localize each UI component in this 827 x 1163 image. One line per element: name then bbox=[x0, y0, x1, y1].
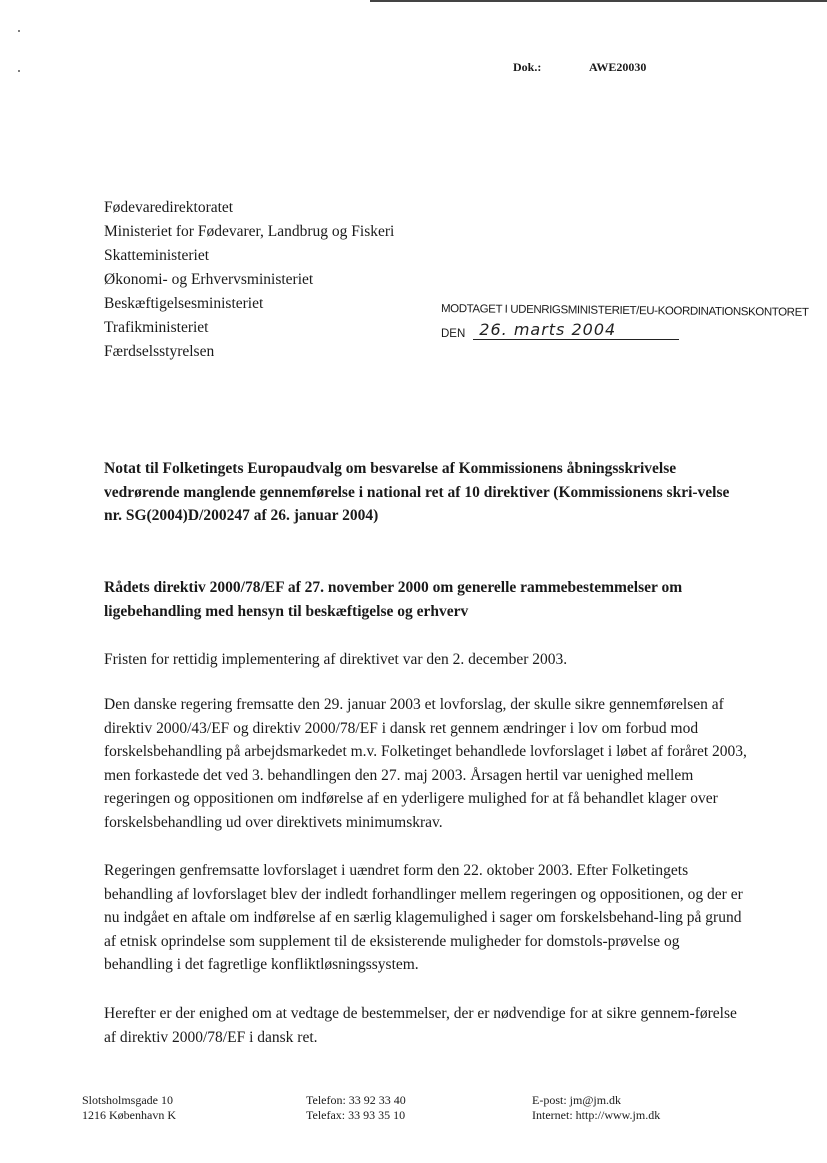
recipient-item: Trafikministeriet bbox=[104, 319, 209, 336]
stamp-date-label: DEN bbox=[441, 328, 466, 340]
recipient-item: Beskæftigelsesministeriet bbox=[104, 295, 264, 312]
received-stamp bbox=[440, 303, 809, 340]
footer-internet-line: Internet: http://www.jm.dk bbox=[532, 1108, 661, 1122]
recipient-item: Ministeriet for Fødevarer, Landbrug og Fiskeri bbox=[104, 223, 395, 240]
footer-address bbox=[82, 1093, 176, 1123]
document-title: Notat til Folketingets Europaudvalg om besvarelse af Kommissionens åbningsskrivelse vedrørende manglende gennemførelse i national ret af 10 direktiver (Kommissionens skri-velse nr. SG(2004)D/200247 af 26. januar 2004) bbox=[104, 460, 730, 524]
document-reference bbox=[513, 60, 646, 75]
stamp-date-row bbox=[441, 320, 781, 340]
recipient-list bbox=[104, 196, 394, 364]
dok-label: Dok.: bbox=[513, 60, 542, 74]
footer-contact bbox=[532, 1093, 660, 1123]
dok-value: AWE20030 bbox=[589, 60, 647, 74]
footer-phone bbox=[306, 1093, 406, 1123]
recipient-item: Færdselsstyrelsen bbox=[104, 343, 215, 360]
stamp-received-text: MODTAGET I UDENRIGSMINISTERIET/EU-KOORDINATIONSKONTORET bbox=[440, 303, 809, 319]
footer-address-line: Slotsholmsgade 10 bbox=[82, 1093, 174, 1107]
section-heading: Rådets direktiv 2000/78/EF af 27. november 2000 om generelle rammebestemmelser om ligebehandling med hensyn til beskæftigelse og erhverv bbox=[104, 579, 683, 620]
recipient-item: Skatteministeriet bbox=[104, 247, 210, 264]
body-paragraph: Herefter er der enighed om at vedtage de bestemmelser, der er nødvendige for at sikre gennem-førelse af direktiv 2000/78/EF i dansk ret. bbox=[104, 1005, 737, 1046]
footer-fax-line: Telefax: 33 93 35 10 bbox=[306, 1108, 406, 1122]
body-paragraph: Fristen for rettidig implementering af direktivet var den 2. december 2003. bbox=[104, 651, 568, 668]
footer-phone-line: Telefon: 33 92 33 40 bbox=[306, 1093, 406, 1107]
footer-address-line: 1216 København K bbox=[82, 1108, 176, 1122]
footer-email-line: E-post: jm@jm.dk bbox=[532, 1093, 622, 1107]
recipient-item: Fødevaredirektoratet bbox=[104, 199, 234, 216]
body-paragraph: Den danske regering fremsatte den 29. januar 2003 et lovforslag, der skulle sikre gennemførelsen af direktiv 2000/43/EF og direktiv 2000/78/EF i dansk ret gennem ændringer i lov om forbud mod forskelsbehandling på arbejdsmarkedet m.v. Folketinget behandlede lovforslaget i løbet af foråret 2003, men forkastede det ved 3. behandlingen den 27. maj 2003. Årsagen hertil var uenighed mellem regeringen og oppositionen om indførelse af en yderligere mulighed for at få behandlet klager over forskelsbehandling ud over direktivets minimumskrav. bbox=[104, 696, 747, 831]
scan-speck bbox=[18, 70, 20, 72]
scan-speck bbox=[18, 30, 20, 32]
stamp-handwritten-date: 26. marts 2004 bbox=[473, 320, 679, 340]
recipient-item: Økonomi- og Erhvervsministeriet bbox=[104, 271, 314, 288]
scan-edge-line bbox=[370, 0, 827, 2]
body-paragraph: Regeringen genfremsatte lovforslaget i uændret form den 22. oktober 2003. Efter Folketingets behandling af lovforslaget blev der indledt forhandlinger mellem regeringen og oppositionen, og der er nu indgået en aftale om indførelse af en særlig klagemulighed i sager om forskelsbehand-ling på grund af etnisk oprindelse som supplement til de eksisterende muligheder for domstols-prøvelse og behandling i det fagretlige konfliktløsningssystem. bbox=[104, 862, 743, 973]
